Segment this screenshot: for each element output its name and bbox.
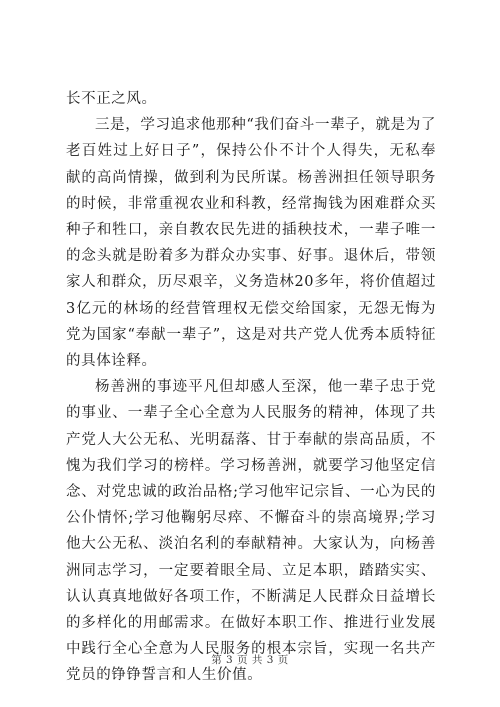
paragraph-continuation: 长不正之风。 <box>66 91 157 107</box>
document-body <box>66 86 436 689</box>
paragraph-point-three: 三是，学习追求他那种“我们奋斗一辈子，就是为了老百姓过上好日子”，保持公仆不计个人得失，无私奉献的高尚情操，做到利为民所谋。杨善洲担任领导职务的时候，非常重视农业和科教，经常掏钱为困难群众买种子和牲口，亲自教农民先进的插秧技术，一辈子唯一的念头就是盼着多为群众办实事、好事。退休后，带领家人和群众，历尽艰辛，义务造林20多年，将价值超过3亿元的林场的经营管理权无偿交给国家，无怨无悔为党为国家“奉献一辈子”，这是对共产党人优秀本质特征的具体诠释。 <box>66 117 436 370</box>
page-number-footer: 第 3 页 共 3 页 <box>211 654 289 666</box>
paragraph-summary: 杨善洲的事迹平凡但却感人至深，他一辈子忠于党的事业、一辈子全心全意为人民服务的精神，体现了共产党人大公无私、光明磊落、甘于奉献的崇高品质，不愧为我们学习的榜样。学习杨善洲，就要学习他坚定信念、对党忠诚的政治品格;学习他牢记宗旨、一心为民的公仆情怀;学习他鞠躬尽瘁、不懈奋斗的崇高境界;学习他大公无私、淡泊名利的奉献精神。大家认为，向杨善洲同志学习，一定要着眼全局、立足本职，踏踏实实、认认真真地做好各项工作，不断满足人民群众日益增长的多样化的用邮需求。在做好本职工作、推进行业发展中践行全心全意为人民服务的根本宗旨，实现一名共产党员的铮铮誓言和人生价值。 <box>66 379 436 684</box>
